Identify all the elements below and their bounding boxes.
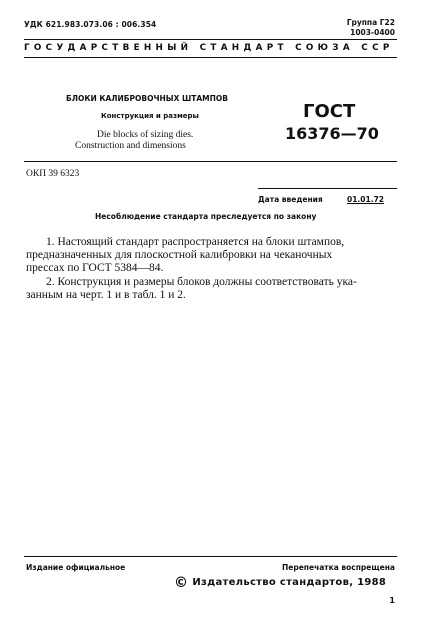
paragraph-1-line-1: 1. Настоящий стандарт распространяется на блоки штампов, [46, 236, 345, 248]
english-title-line-2: Construction and dimensions [75, 141, 186, 151]
official-edition-label: Издание официальное [26, 563, 126, 572]
gost-label: ГОСТ [303, 101, 356, 122]
paragraph-2-line-2: занным на черт. 1 и в табл. 1 и 2. [26, 289, 186, 301]
gost-number: 16376—70 [285, 124, 379, 143]
non-observance-notice: Несоблюдение стандарта преследуется по закону [95, 212, 317, 221]
footer-rule [24, 556, 397, 557]
introduction-date-label: Дата введения [258, 195, 323, 204]
introduction-date-value: 01.01.72 [347, 195, 385, 204]
okp-code: ОКП 39 6323 [26, 169, 80, 179]
reprint-prohibited-label: Перепечатка воспрещена [281, 563, 395, 572]
title-rule [24, 161, 397, 162]
udk-code: УДК 621.983.073.06 : 006.354 [24, 20, 157, 29]
copyright-line [174, 575, 386, 591]
copyright-text: Издательство стандартов, 1988 [192, 577, 387, 588]
english-title-line-1: Die blocks of sizing dies. [97, 130, 194, 140]
state-standard-banner: ГОСУДАРСТВЕННЫЙ СТАНДАРТ СОЮЗА ССР [24, 43, 394, 53]
paragraph-1-line-3: прессах по ГОСТ 5384—84. [26, 262, 164, 274]
document-subtitle: Конструкция и размеры [101, 112, 199, 120]
page-number: 1 [389, 596, 395, 605]
banner-rule-bottom [24, 57, 397, 58]
copyright-symbol: © [174, 575, 189, 591]
group-line-1: Группа Г22 [346, 18, 395, 27]
group-line-2: 1003-0400 [350, 28, 395, 37]
document-title: БЛОКИ КАЛИБРОВОЧНЫХ ШТАМПОВ [66, 94, 228, 103]
paragraph-1-line-2: предназначенных для плоскостной калибровки на чеканочных [26, 249, 333, 261]
paragraph-2-line-1: 2. Конструкция и размеры блоков должны соответствовать ука- [46, 276, 357, 288]
group-code [347, 18, 395, 38]
banner-rule-top [24, 39, 397, 40]
date-rule [258, 188, 397, 189]
